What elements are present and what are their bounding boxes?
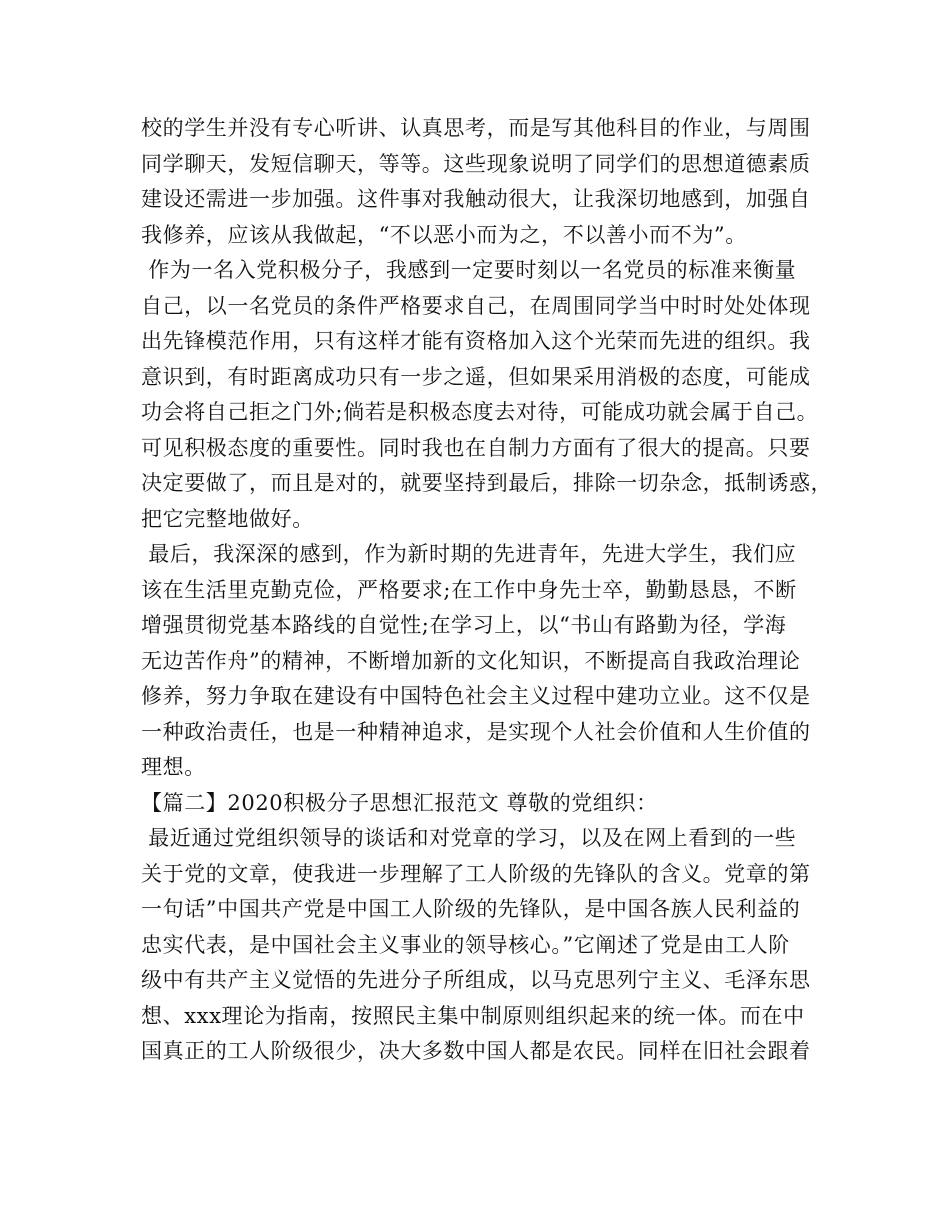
text-line: 建设还需进一步加强。这件事对我触动很大，让我深切地感到，加强自 [141,187,811,211]
section-heading: 【篇二】2020积极分子思想汇报范文 尊敬的党组织： [141,790,658,815]
text-line: 理想。 [141,755,206,779]
text-line: 一句话”中国共产党是中国工人阶级的先锋队，是中国各族人民利益的 [141,897,801,921]
text-line: 国真正的工人阶级很少，决大多数中国人都是农民。同样在旧社会跟着 [141,1039,811,1063]
paragraph-start-line: 作为一名入党积极分子，我感到一定要时刻以一名党员的标准来衡量 [141,258,797,282]
text-line: 关于党的文章，使我进一步理解了工人阶级的先锋队的含义。党章的第 [141,861,811,886]
text-line: 决定要做了，而且是对的，就要坚持到最后，排除一切杂念，抵制诱惑， [141,471,833,495]
text-line: 同学聊天，发短信聊天，等等。这些现象说明了同学们的思想道德素质 [141,151,811,176]
text-line: 可见积极态度的重要性。同时我也在自制力方面有了很大的提高。只要 [141,435,811,460]
text-line: 无边苦作舟”的精神，不断增加新的文化知识，不断提高自我政治理论 [141,648,801,673]
text-line: 级中有共产主义觉悟的先进分子所组成，以马克思列宁主义、毛泽东思 [141,968,811,992]
text-line: 出先锋模范作用，只有这样才能有资格加入这个光荣而先进的组织。我 [141,329,811,353]
text-line: 修养，努力争取在建设有中国特色社会主义过程中建功立业。这不仅是 [141,684,811,708]
text-line: 功会将自己拒之门外;倘若是积极态度去对待，可能成功就会属于自己。 [141,400,819,424]
text-line: 一种政治责任，也是一种精神追求，是实现个人社会价值和人生价值的 [141,719,811,744]
paragraph-start-line: 最近通过党组织领导的谈话和对党章的学习，以及在网上看到的一些 [141,826,797,850]
text-line: 自己，以一名党员的条件严格要求自己，在周围同学当中时时处处体现 [141,293,811,318]
text-line: 校的学生并没有专心听讲、认真思考，而是写其他科目的作业，与周围 [141,116,811,140]
text-line: 想、xxx理论为指南，按照民主集中制原则组织起来的统一体。而在中 [141,1003,805,1028]
paragraph-start-line: 最后，我深深的感到，作为新时期的先进青年，先进大学生，我们应 [141,542,797,566]
text-line: 该在生活里克勤克俭，严格要求;在工作中身先士卒，勤勤恳恳，不断 [141,577,797,602]
text-line: 意识到，有时距离成功只有一步之遥，但如果采用消极的态度，可能成 [141,364,811,389]
document-body [141,111,833,1070]
text-line: 忠实代表，是中国社会主义事业的领导核心。”它阐述了党是由工人阶 [141,932,790,957]
text-line: 我修养，应该从我做起，“不以恶小而为之，不以善小而不为”。 [141,222,747,247]
text-line: 把它完整地做好。 [141,506,314,531]
text-line: 增强贯彻党基本路线的自觉性;在学习上，以“书山有路勤为径，学海 [141,613,787,637]
